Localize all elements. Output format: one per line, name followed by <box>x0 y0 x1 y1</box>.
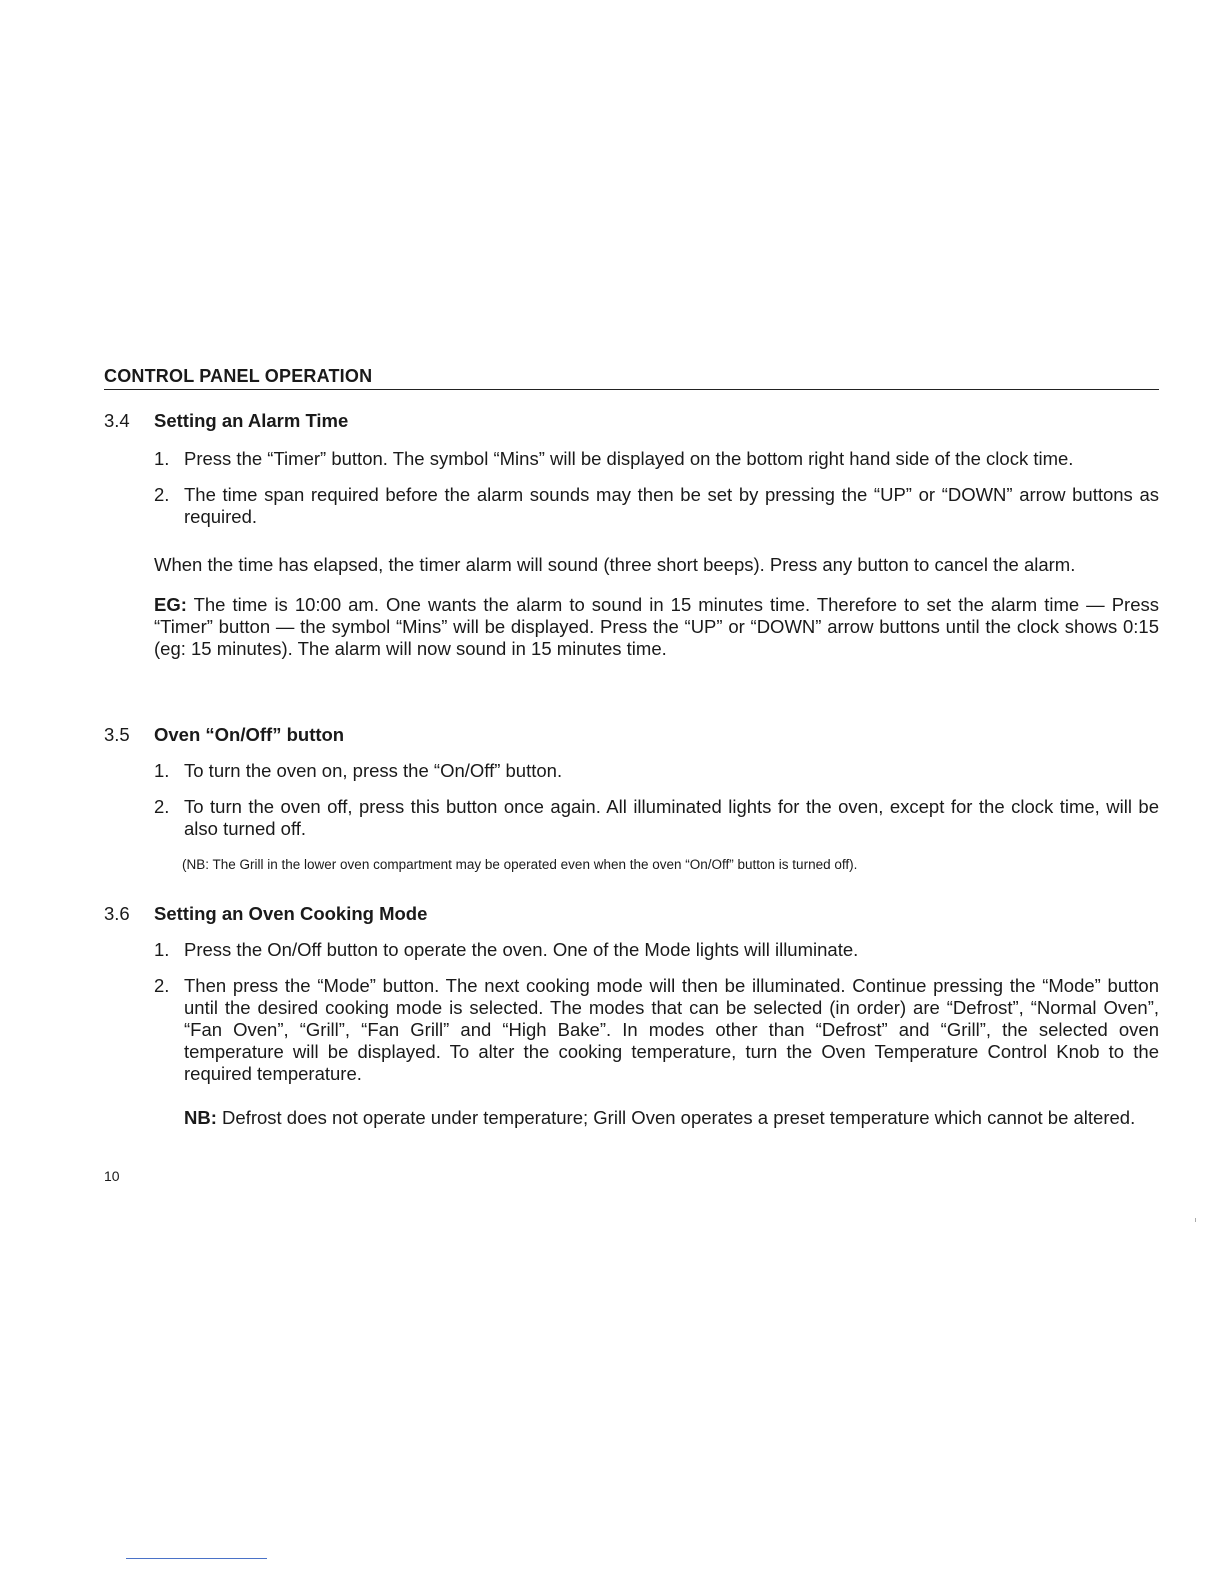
section-title: Setting an Alarm Time <box>154 410 349 431</box>
step-number: 2. <box>154 484 170 505</box>
step-text: To turn the oven on, press the “On/Off” button. <box>184 760 563 781</box>
step-number: 1. <box>154 939 170 960</box>
step-list <box>104 760 1159 840</box>
section-heading <box>104 903 1159 929</box>
list-item <box>104 796 1159 840</box>
step-number: 2. <box>154 796 170 817</box>
step-text: Press the “Timer” button. The symbol “Mins” will be displayed on the bottom right hand side of the clock time. <box>184 448 1074 469</box>
paragraph: When the time has elapsed, the timer alarm will sound (three short beeps). Press any button to cancel the alarm. <box>154 554 1076 575</box>
section-oven-on-off-button <box>104 724 1159 874</box>
list-item <box>104 939 1159 961</box>
list-item <box>104 448 1159 470</box>
note: (NB: The Grill in the lower oven compartment may be operated even when the oven “On/Off” button is turned off). <box>182 857 858 872</box>
list-item <box>104 760 1159 782</box>
section-heading <box>104 724 1159 750</box>
nb-paragraph <box>104 1107 1159 1129</box>
step-list <box>104 939 1159 1085</box>
decorative-line <box>126 1558 267 1559</box>
section-title: Setting an Oven Cooking Mode <box>154 903 428 924</box>
section-oven-cooking-mode <box>104 903 1159 1129</box>
page-number: 10 <box>104 1168 120 1184</box>
section-heading <box>104 410 1159 436</box>
page-header-title: CONTROL PANEL OPERATION <box>104 366 373 386</box>
list-item <box>104 484 1159 528</box>
section-number: 3.6 <box>104 903 130 924</box>
nb-label: NB: <box>184 1107 217 1128</box>
section-setting-alarm-time <box>104 410 1159 660</box>
nb-text: Defrost does not operate under temperature; Grill Oven operates a preset temperature which cannot be altered. <box>222 1107 1136 1128</box>
example-paragraph <box>104 594 1159 660</box>
step-text: The time span required before the alarm sounds may then be set by pressing the “UP” or “DOWN” arrow buttons as required. <box>184 484 1159 527</box>
scan-speck <box>1195 1218 1196 1222</box>
list-item <box>104 975 1159 1085</box>
section-number: 3.4 <box>104 410 130 431</box>
step-list <box>104 448 1159 528</box>
step-text: To turn the oven off, press this button once again. All illuminated lights for the oven, except for the clock time, will be also turned off. <box>184 796 1159 839</box>
example-text: The time is 10:00 am. One wants the alarm to sound in 15 minutes time. Therefore to set the alarm time — Press “Timer” button — the symbol “Mins” will be displayed. Press the “UP” or “DOWN” arrow buttons until the clock shows 0:15 (eg: 15 minutes). The alarm will now sound in 15 minutes time. <box>154 594 1159 659</box>
page-header <box>104 366 1159 390</box>
step-number: 1. <box>154 448 170 469</box>
step-number: 2. <box>154 975 170 996</box>
section-number: 3.5 <box>104 724 130 745</box>
step-text: Then press the “Mode” button. The next cooking mode will then be illuminated. Continue pressing the “Mode” button until the desired cooking mode is selected. The modes that can be selected (in order) are “Defrost”, “Normal Oven”, “Fan Oven”, “Grill”, “Fan Grill” and “High Bake”. In modes other than “Defrost” and “Grill”, the selected oven temperature will be displayed. To alter the cooking temperature, turn the Oven Temperature Control Knob to the required temperature. <box>184 975 1159 1084</box>
section-title: Oven “On/Off” button <box>154 724 345 745</box>
step-number: 1. <box>154 760 170 781</box>
step-text: Press the On/Off button to operate the oven. One of the Mode lights will illuminate. <box>184 939 859 960</box>
example-label: EG: <box>154 594 187 615</box>
